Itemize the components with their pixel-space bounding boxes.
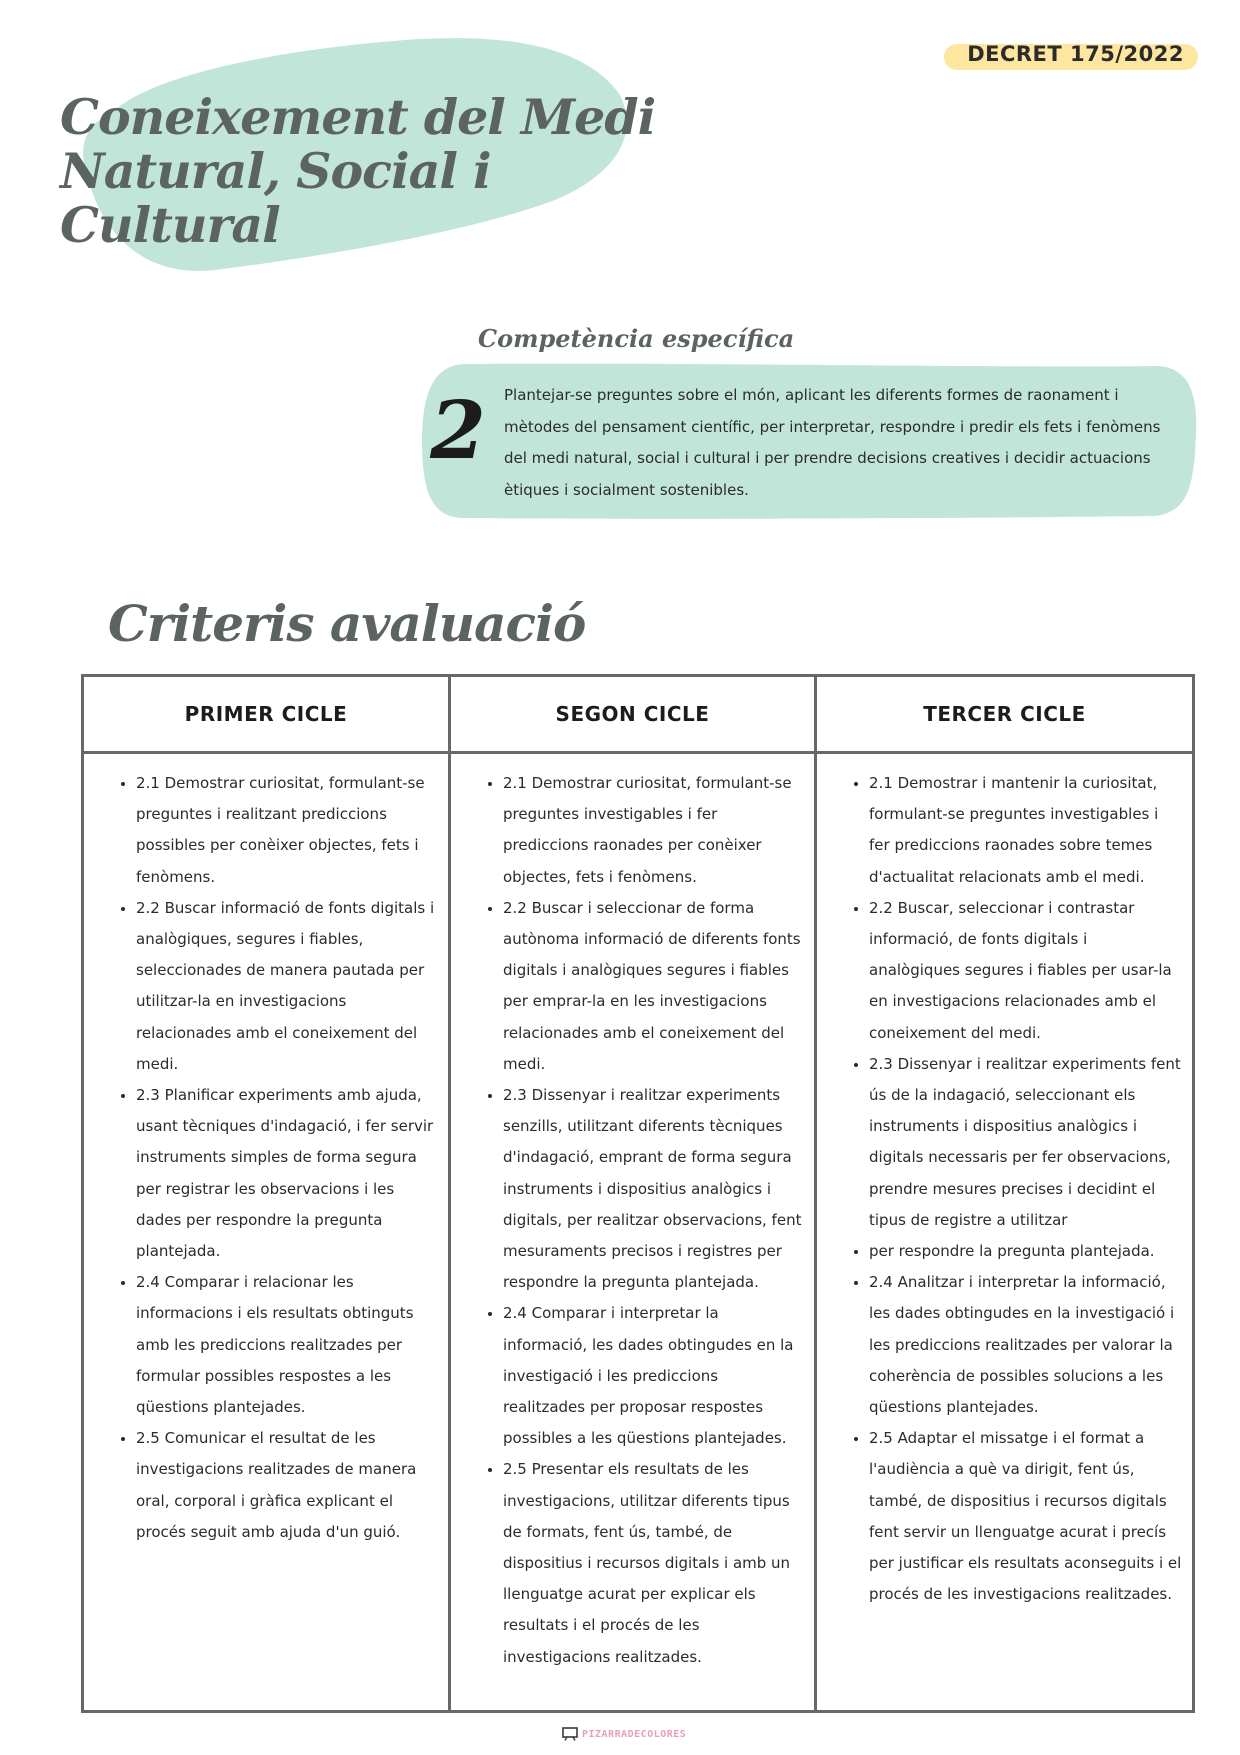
competency-description: Plantejar-se preguntes sobre el món, aplicant les diferents formes de raonament i mètodes del pensament científic, per interpretar, respondre i predir els fets i fenòmens del medi natural, social i cultural i per prendre decisions creatives i decidir actuacions ètiques i socialment sostenibles.: [504, 386, 1161, 499]
page-title: [60, 90, 660, 252]
criteria-heading: Criteris avaluació: [108, 594, 586, 653]
criteria-item: • 2.3 Planificar experiments amb ajuda, usant tècniques d'indagació, i fer servir instruments simples de forma segura per registrar les observacions i les dades per respondre la pregunta plantejada.: [136, 1080, 438, 1267]
criteria-list: [84, 754, 448, 1548]
footer-brand: PIZARRADECOLORES: [582, 1728, 687, 1740]
criteria-item: • 2.1 Demostrar i mantenir la curiositat, formulant-se preguntes investigables i fer prediccions raonades sobre temes d'actualitat relacionats amb el medi.: [869, 768, 1182, 893]
competency-number: 2: [430, 383, 486, 477]
criteria-item: • 2.5 Adaptar el missatge i el format a l'audiència a què va dirigit, fent ús, també, de dispositius i recursos digitals fent servir un llenguatge acurat i precís per justificar els resultats aconseguits i el procés de les investigacions realitzades.: [869, 1423, 1182, 1610]
title-line-2: Natural, Social i Cultural: [60, 142, 491, 254]
criteria-item: • 2.4 Analitzar i interpretar la informació, les dades obtingudes en la investigació i les prediccions realitzades per valorar la coherència de possibles solucions a les qüestions plantejades.: [869, 1267, 1182, 1423]
criteria-item: • 2.1 Demostrar curiositat, formulant-se preguntes i realitzant prediccions possibles per conèixer objectes, fets i fenòmens.: [136, 768, 438, 893]
competency-label: Competència específica: [478, 324, 795, 353]
column-header: TERCER CICLE: [817, 677, 1192, 754]
criteria-item: • per respondre la pregunta plantejada.: [869, 1236, 1182, 1267]
column-primer-cicle: [84, 677, 448, 1710]
criteria-table: [81, 674, 1195, 1713]
decree-label: DECRET 175/2022: [967, 42, 1184, 66]
criteria-item: • 2.3 Dissenyar i realitzar experiments senzills, utilitzant diferents tècniques d'indagació, emprant de forma segura instruments i dispositius analògics i digitals, per realitzar observacions, fent mesuraments precisos i registres per respondre la pregunta plantejada.: [503, 1080, 804, 1298]
criteria-item: • 2.5 Comunicar el resultat de les investigacions realitzades de manera oral, corporal i gràfica explicant el procés seguit amb ajuda d'un guió.: [136, 1423, 438, 1548]
criteria-item: • 2.5 Presentar els resultats de les investigacions, utilitzar diferents tipus de formats, fent ús, també, de dispositius i recursos digitals i amb un llenguatge acurat per explicar els resultats i el procés de les investigacions realitzades.: [503, 1454, 804, 1672]
title-line-1: Coneixement del Medi: [60, 88, 656, 146]
criteria-list: [817, 754, 1192, 1610]
column-header: PRIMER CICLE: [84, 677, 448, 754]
criteria-item: • 2.4 Comparar i relacionar les informacions i els resultats obtinguts amb les prediccions realitzades per formular possibles respostes a les qüestions plantejades.: [136, 1267, 438, 1423]
chalkboard-icon: [562, 1727, 578, 1741]
column-header: SEGON CICLE: [451, 677, 814, 754]
criteria-item: • 2.2 Buscar informació de fonts digitals i analògiques, segures i fiables, seleccionades de manera pautada per utilitzar-la en investigacions relacionades amb el coneixement del medi.: [136, 893, 438, 1080]
column-tercer-cicle: [814, 677, 1192, 1710]
criteria-item: • 2.2 Buscar, seleccionar i contrastar informació, de fonts digitals i analògiques segures i fiables per usar-la en investigacions relacionades amb el coneixement del medi.: [869, 893, 1182, 1049]
column-segon-cicle: [448, 677, 814, 1710]
footer-logo: [562, 1724, 686, 1744]
criteria-item: • 2.2 Buscar i seleccionar de forma autònoma informació de diferents fonts digitals i analògiques segures i fiables per emprar-la en les investigacions relacionades amb el coneixement del medi.: [503, 893, 804, 1080]
criteria-list: [451, 754, 814, 1673]
criteria-item: • 2.3 Dissenyar i realitzar experiments fent ús de la indagació, seleccionant els instruments i dispositius analògics i digitals necessaris per fer observacions, prendre mesures precises i decidint el tipus de registre a utilitzar: [869, 1049, 1182, 1236]
criteria-item: • 2.1 Demostrar curiositat, formulant-se preguntes investigables i fer prediccions raonades per conèixer objectes, fets i fenòmens.: [503, 768, 804, 893]
criteria-item: • 2.4 Comparar i interpretar la informació, les dades obtingudes en la investigació i les prediccions realitzades per proposar respostes possibles a les qüestions plantejades.: [503, 1298, 804, 1454]
